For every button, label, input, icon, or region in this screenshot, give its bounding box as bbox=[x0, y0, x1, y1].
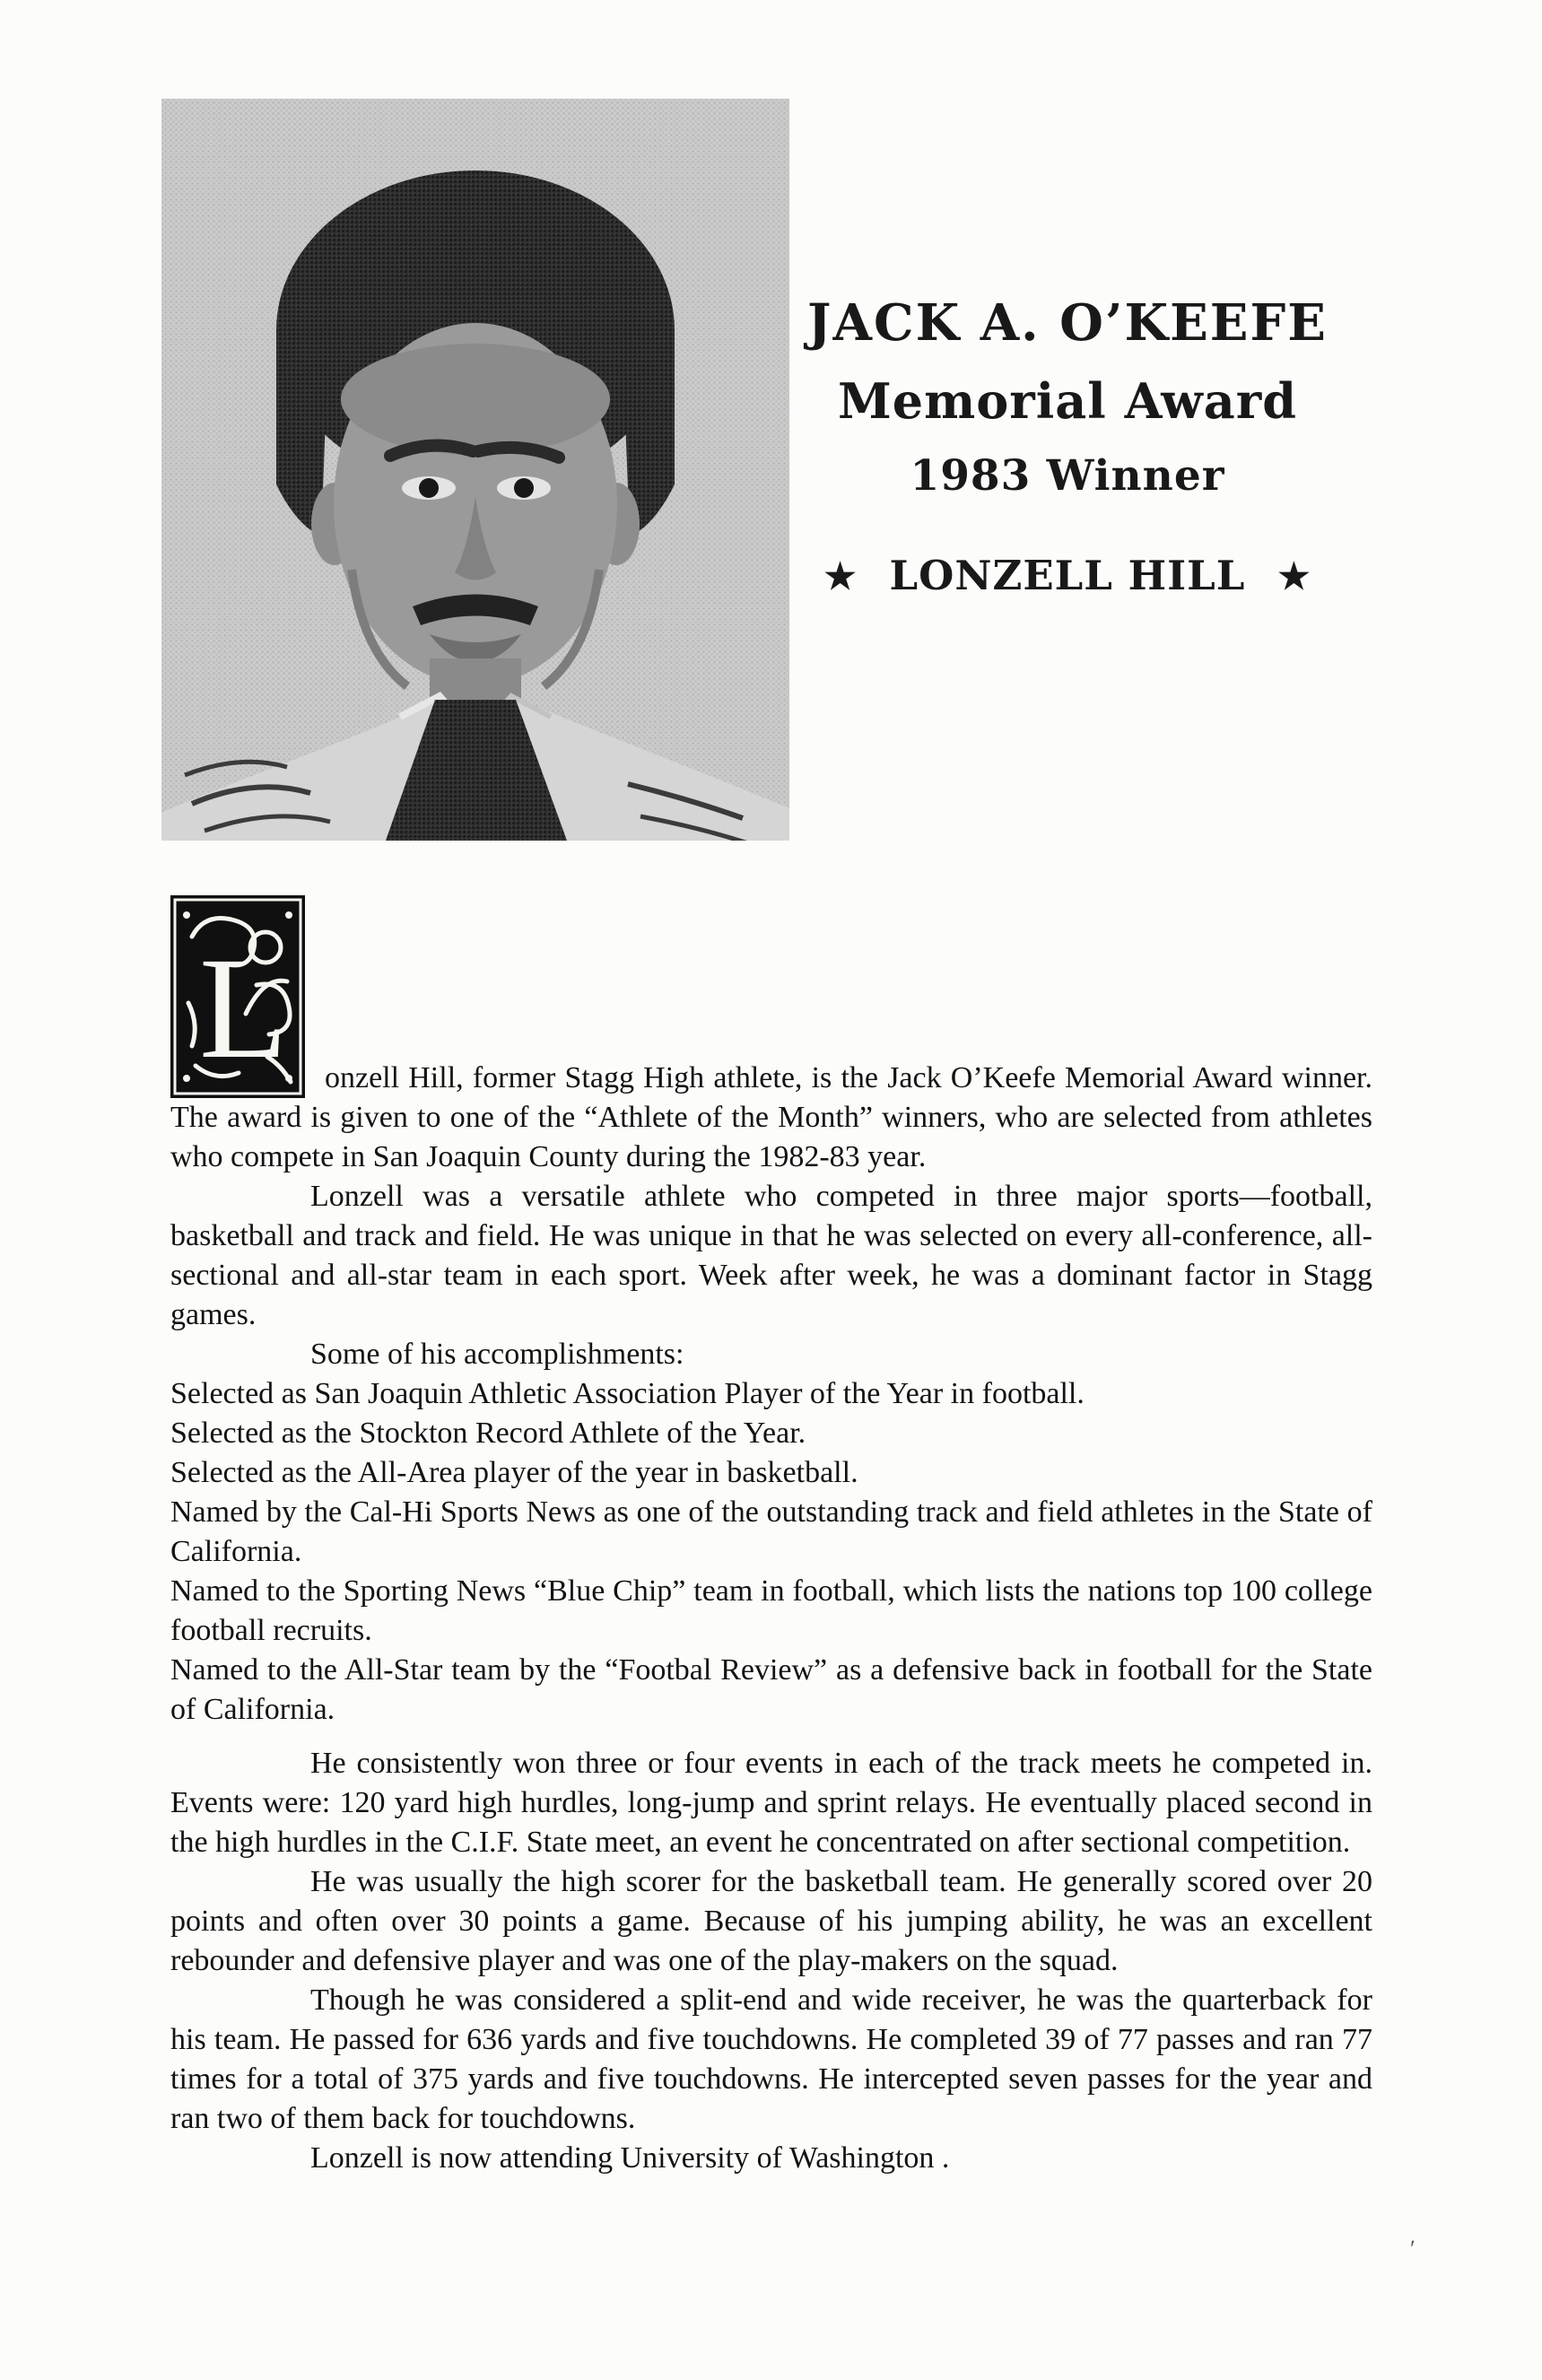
award-year: 1983 Winner bbox=[910, 450, 1225, 501]
paragraph-closing: Lonzell is now attending University of Washington . bbox=[310, 2141, 950, 2175]
winner-line bbox=[780, 552, 1355, 599]
article-body bbox=[170, 928, 1372, 2178]
accomplishment-item: Named by the Cal-Hi Sports News as one of the outstanding track and field athletes in the State of California. bbox=[170, 1495, 1372, 1568]
portrait-photo bbox=[161, 99, 789, 841]
paragraph-intro bbox=[170, 928, 1372, 1177]
margin-stray-mark: ʹ bbox=[1410, 2236, 1416, 2262]
paragraph-basketball: He was usually the high scorer for the basketball team. He generally scored over 20 points and often over 30 points a game. Because of his jumping ability, he was an excellent rebounder and defensive player and was one of the play-makers on the squad. bbox=[170, 1865, 1372, 1977]
award-title-line1: JACK A. O’KEEFE bbox=[807, 293, 1328, 353]
star-icon-right: ★ bbox=[1277, 555, 1311, 598]
accomplishment-item: Selected as the Stockton Record Athlete of the Year. bbox=[170, 1417, 806, 1450]
accomplishment-item: Selected as the All-Area player of the year in basketball. bbox=[170, 1456, 858, 1489]
portrait-photo-graphic bbox=[161, 99, 789, 841]
winner-name: LONZELL HILL bbox=[889, 551, 1246, 599]
star-icon-left: ★ bbox=[823, 555, 858, 598]
paragraph-versatile-athlete: Lonzell was a versatile athlete who competed in three major sports—football, basketball and track and field. He was unique in that he was selected on every all-conference, all-sectional and all-star team in each sport. Week after week, he was a dominant factor in Stagg games. bbox=[170, 1180, 1372, 1331]
ornamental-drop-cap bbox=[170, 895, 305, 1098]
drop-cap-letter: L bbox=[199, 928, 288, 1089]
accomplishment-item: Selected as San Joaquin Athletic Association Player of the Year in football. bbox=[170, 1377, 1085, 1410]
award-heading bbox=[780, 293, 1355, 599]
intro-text: onzell Hill, former Stagg High athlete, is the Jack O’Keefe Memorial Award winner. The award is given to one of the “Athlete of the Month” winners, who are selected from athletes who compete in San Joaquin County during the 1982-83 year. bbox=[170, 1061, 1372, 1173]
accomplishment-item: Named to the Sporting News “Blue Chip” team in football, which lists the nations top 100 college football recruits. bbox=[170, 1574, 1372, 1647]
drop-cap-graphic bbox=[170, 895, 305, 1098]
paragraph-track: He consistently won three or four events in each of the track meets he competed in. Events were: 120 yard high hurdles, long-jump and sprint relays. He eventually placed second in the high hurdles in the C.I.F. State meet, an event he concentrated on after sectional competition. bbox=[170, 1747, 1372, 1859]
paragraph-accomplishments-intro: Some of his accomplishments: bbox=[310, 1338, 684, 1371]
accomplishment-item: Named to the All-Star team by the “Footbal Review” as a defensive back in football for the State of California. bbox=[170, 1653, 1372, 1726]
award-title-line2: Memorial Award bbox=[838, 371, 1297, 430]
paragraph-football: Though he was considered a split-end and wide receiver, he was the quarterback for his team. He passed for 636 yards and five touchdowns. He completed 39 of 77 passes and ran 77 times for a total of 375 yards and five touchdowns. He intercepted seven passes for the year and ran two of them back for touchdowns. bbox=[170, 1983, 1372, 2135]
